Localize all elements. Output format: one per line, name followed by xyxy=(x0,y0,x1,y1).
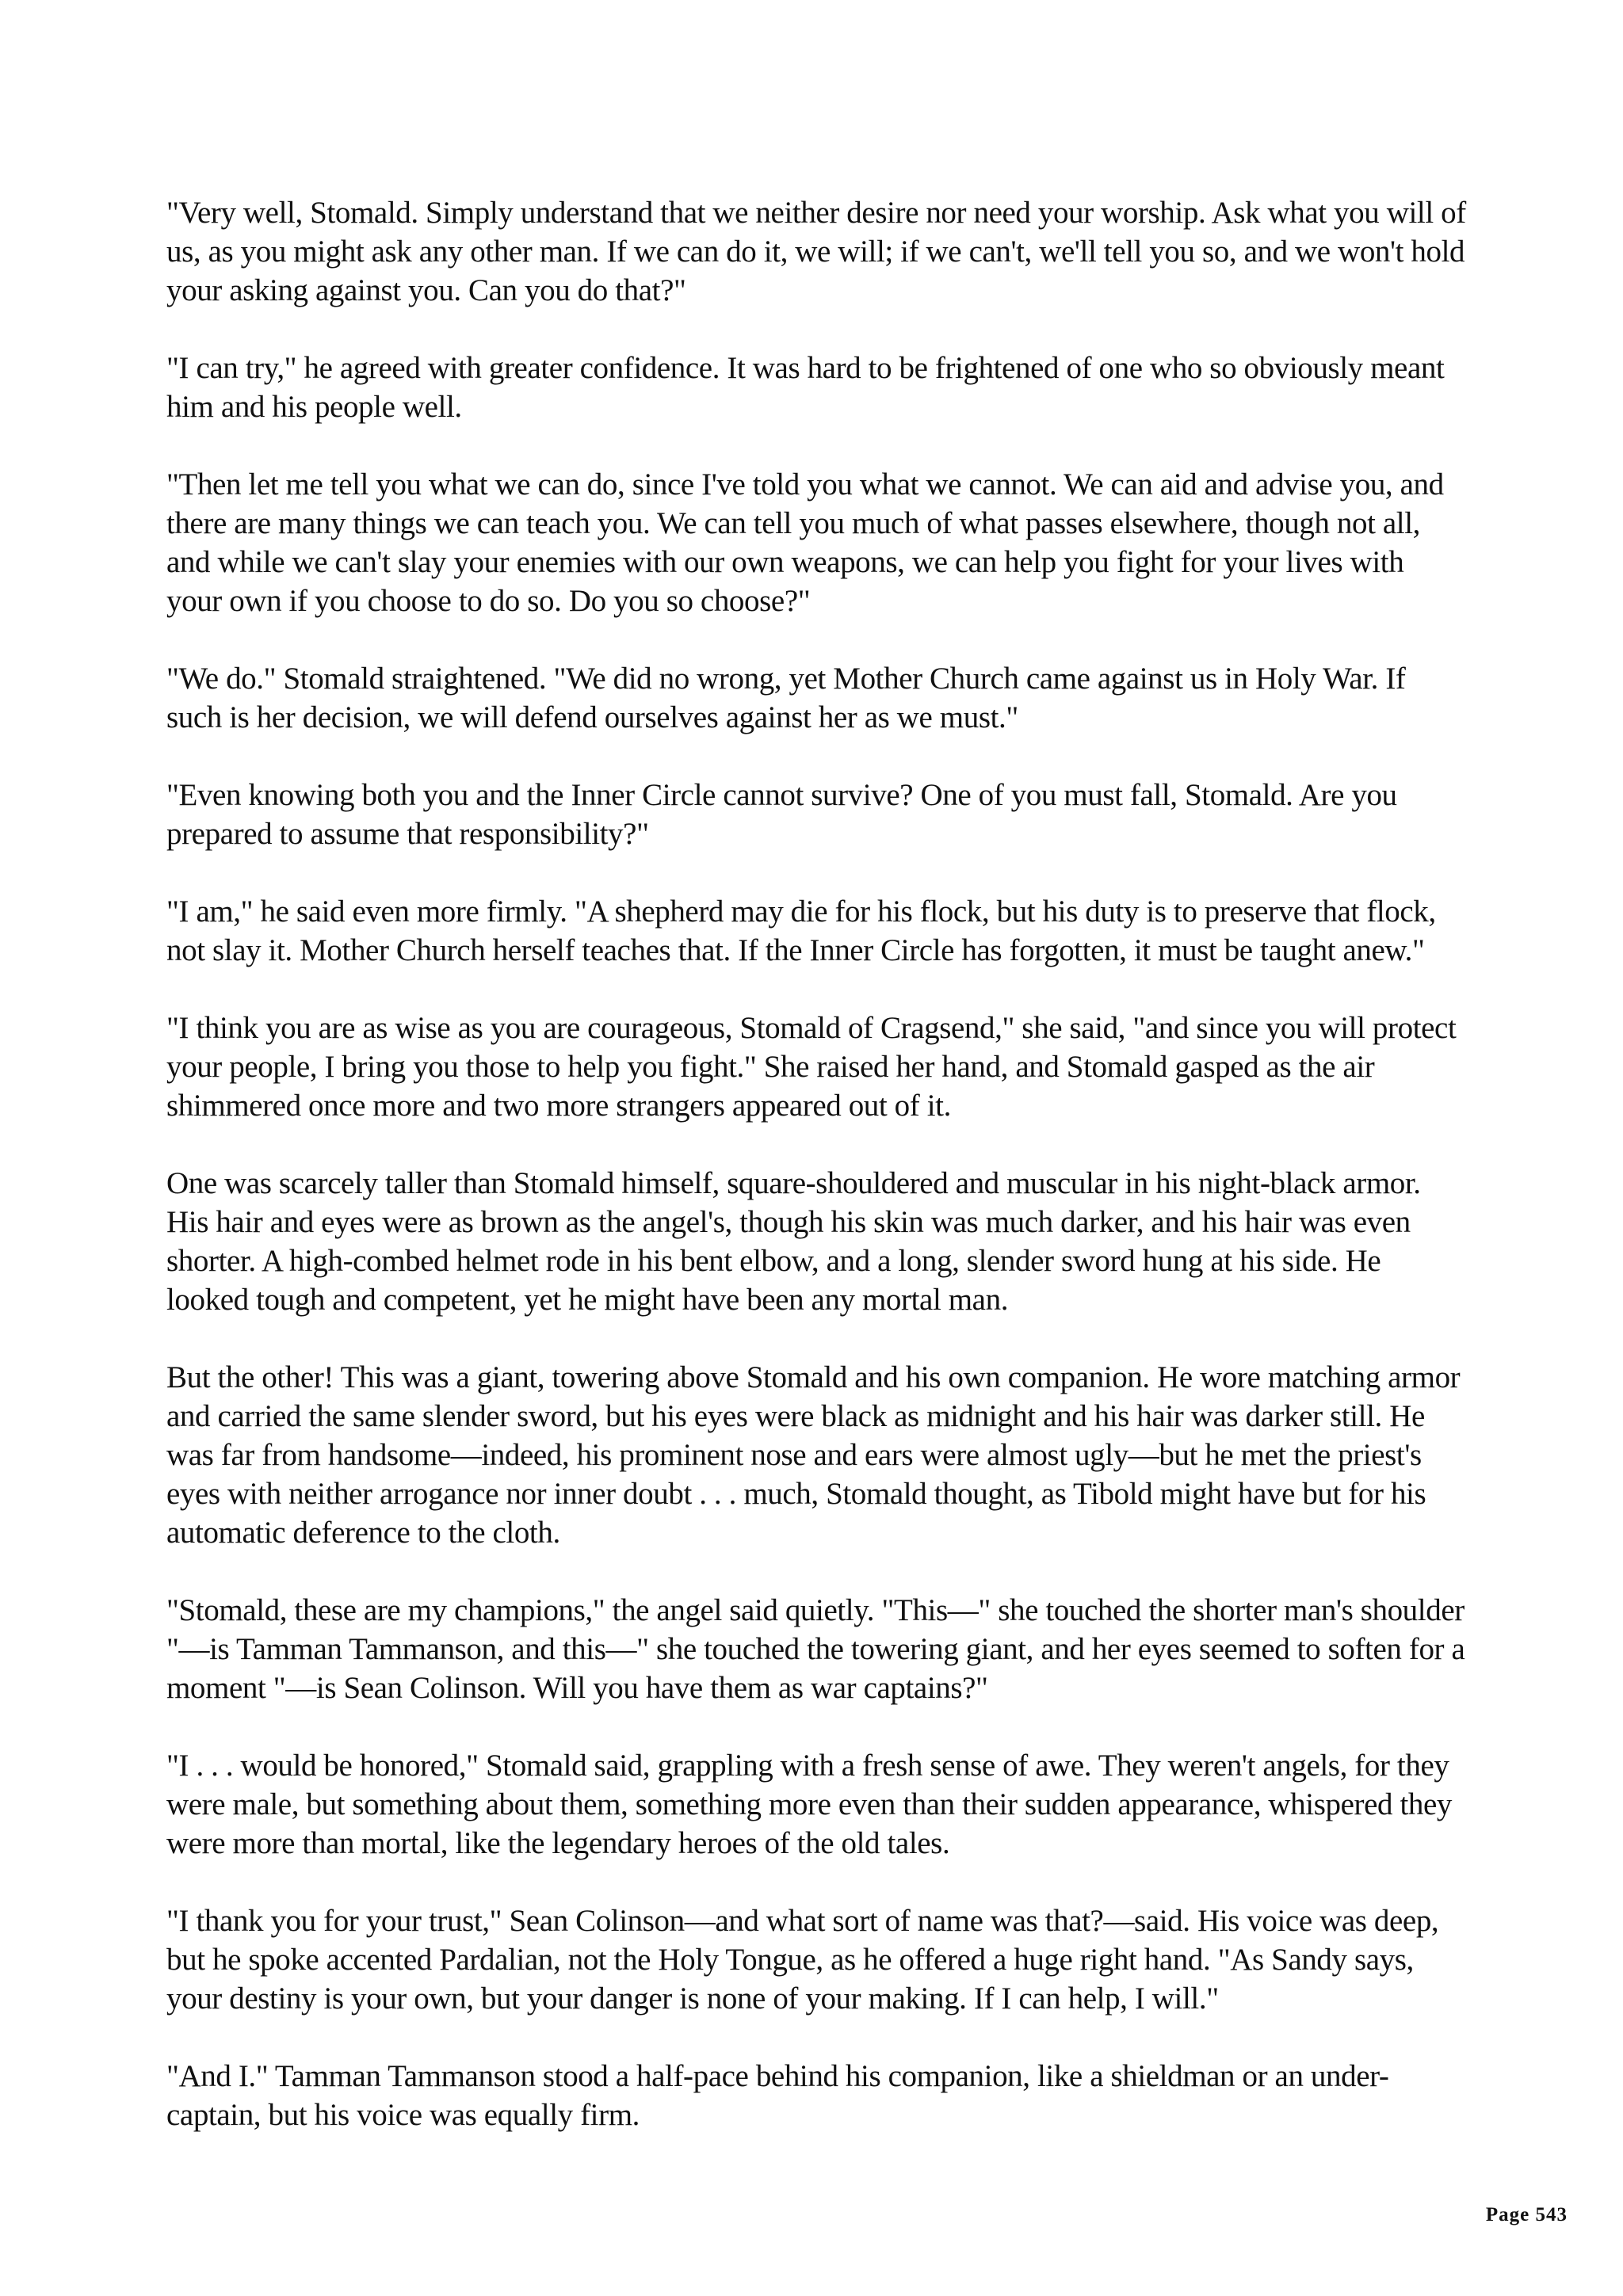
paragraph-9: But the other! This was a giant, towering above Stomald and his own companion. He wore matching armor and carried the same slender sword, but his eyes were black as midnight and his hair was darker still. He was far from handsome—indeed, his prominent nose and ears were almost ugly—but he met the priest's eyes with neither arrogance nor inner doubt . . . much, Stomald thought, as Tibold might have but for his automatic deference to the cloth. xyxy=(166,1360,1461,1550)
paragraph-7: "I think you are as wise as you are courageous, Stomald of Cragsend," she said, "and since you will protect your people, I bring you those to help you fight." She raised her hand, and Stomald gasped as the air shimmered once more and two more strangers appeared out of it. xyxy=(166,1011,1457,1123)
paragraph-10: "Stomald, these are my champions," the angel said quietly. "This—" she touched the shorter man's shoulder "—is Tamman Tammanson, and this—" she touched the towering giant, and her eyes seemed to soften for a moment "—is Sean Colinson. Will you have them as war captains?" xyxy=(166,1593,1465,1705)
paragraph-4: "We do." Stomald straightened. "We did no wrong, yet Mother Church came against us in Holy War. If such is her decision, we will defend ourselves against her as we must." xyxy=(166,662,1406,734)
paragraph-13: "And I." Tamman Tammanson stood a half-pace behind his companion, like a shieldman or an under-captain, but his voice was equally firm. xyxy=(166,2059,1389,2132)
body-text xyxy=(166,193,1466,2134)
paragraph-8: One was scarcely taller than Stomald himself, square-shouldered and muscular in his night-black armor. His hair and eyes were as brown as the angel's, though his skin was much darker, and his hair was even shorter. A high-combed helmet rode in his bent elbow, and a long, slender sword hung at his side. He looked tough and competent, yet he might have been any mortal man. xyxy=(166,1166,1421,1317)
page-number: Page 543 xyxy=(1485,2204,1568,2225)
paragraph-11: "I . . . would be honored," Stomald said, grappling with a fresh sense of awe. They weren't angels, for they were male, but something about them, something more even than their sudden appearance, whispered they were more than mortal, like the legendary heroes of the old tales. xyxy=(166,1749,1452,1860)
paragraph-2: "I can try," he agreed with greater confidence. It was hard to be frightened of one who so obviously meant him and his people well. xyxy=(166,351,1445,424)
paragraph-3: "Then let me tell you what we can do, since I've told you what we cannot. We can aid and advise you, and there are many things we can teach you. We can tell you much of what passes elsewhere, though not all, and while we can't slay your enemies with our own weapons, we can help you fight for your lives with your own if you choose to do so. Do you so choose?" xyxy=(166,467,1444,618)
paragraph-1: "Very well, Stomald. Simply understand that we neither desire nor need your worship. Ask what you will of us, as you might ask any other man. If we can do it, we will; if we can't, we'll tell you so, and we won't hold your asking against you. Can you do that?" xyxy=(166,196,1466,307)
paragraph-5: "Even knowing both you and the Inner Circle cannot survive? One of you must fall, Stomald. Are you prepared to assume that responsibility?" xyxy=(166,778,1397,851)
paragraph-12: "I thank you for your trust," Sean Colinson—and what sort of name was that?—said. His voice was deep, but he spoke accented Pardalian, not the Holy Tongue, as he offered a huge right hand. "As Sandy says, your destiny is your own, but your danger is none of your making. If I can help, I will." xyxy=(166,1904,1439,2016)
paragraph-6: "I am," he said even more firmly. "A shepherd may die for his flock, but his duty is to preserve that flock, not slay it. Mother Church herself teaches that. If the Inner Circle has forgotten, it must be taught anew." xyxy=(166,894,1436,967)
